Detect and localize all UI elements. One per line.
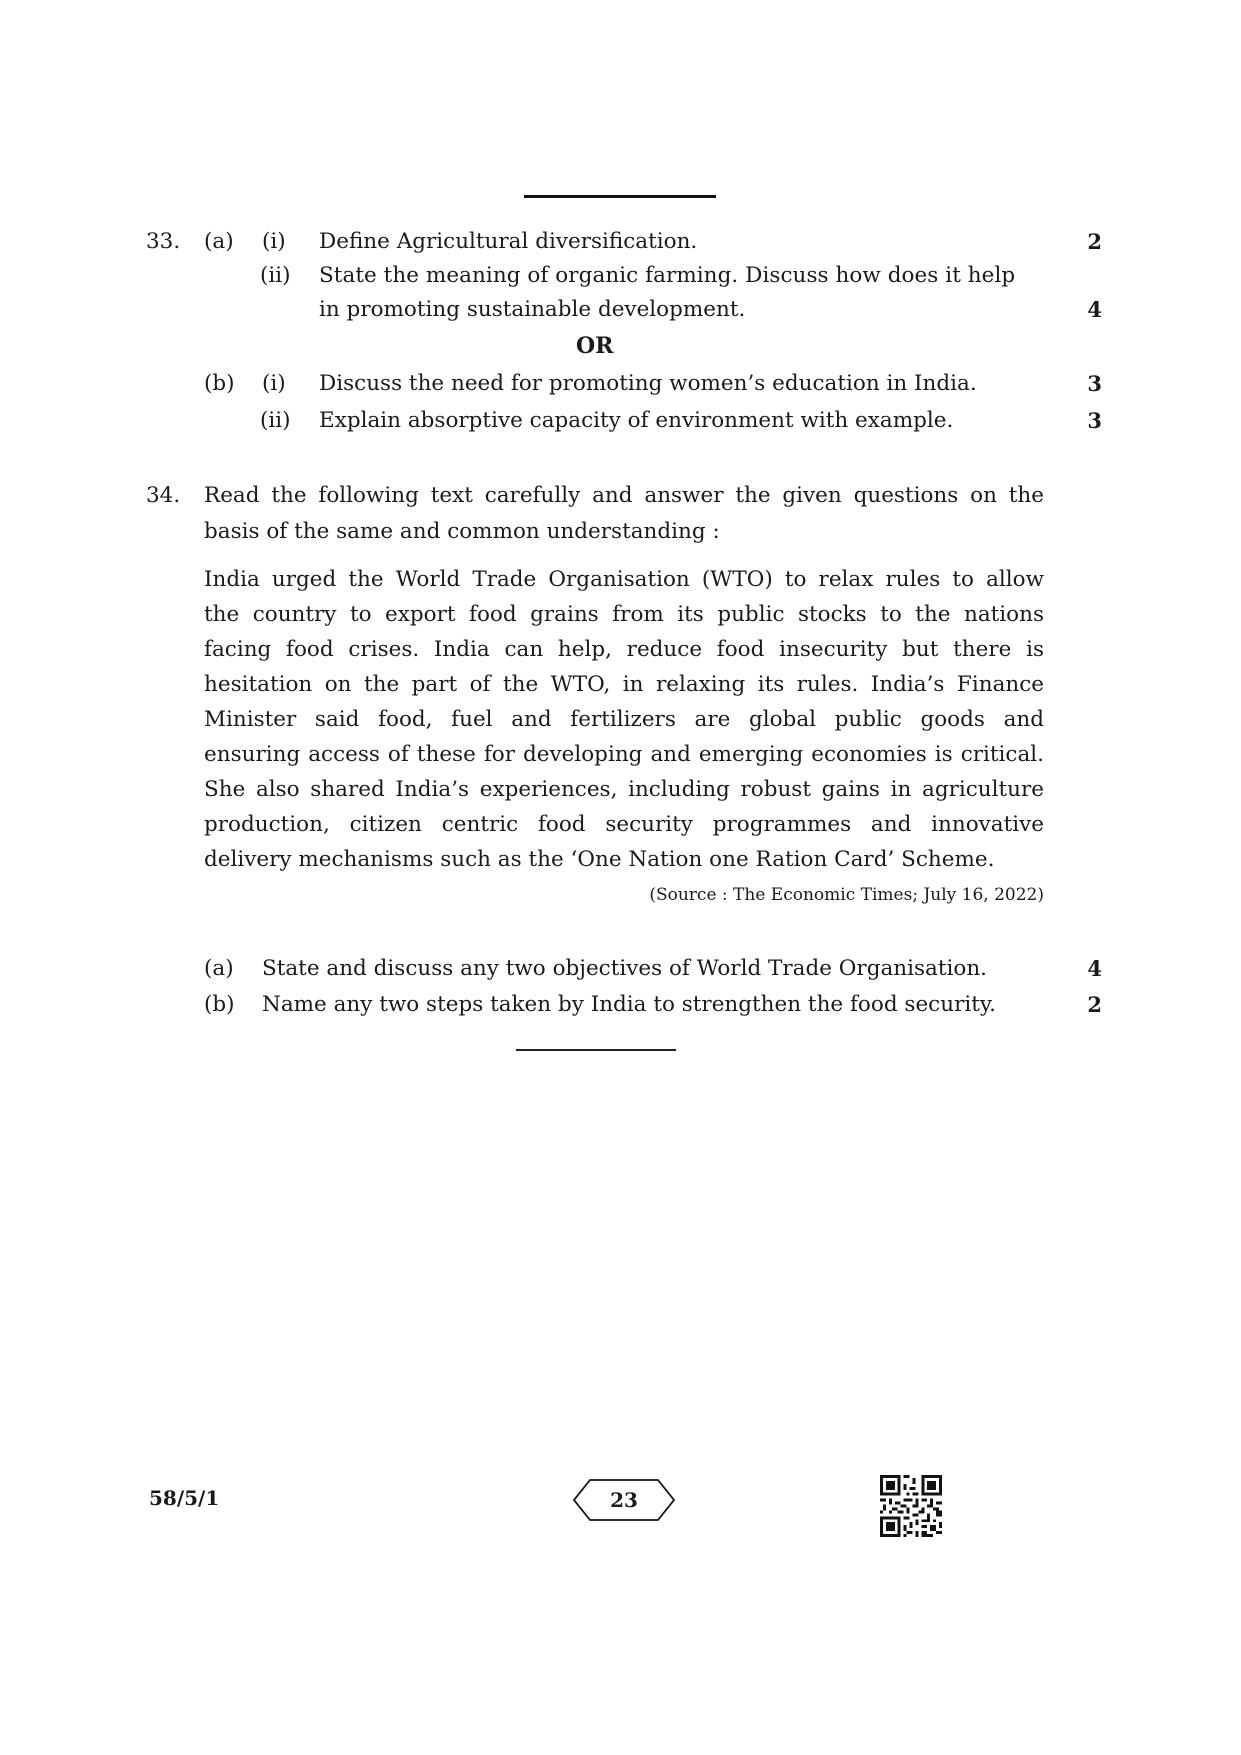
subpart-label: (ii) [260,408,291,433]
end-rule [516,1049,676,1051]
question-text: State and discuss any two objectives of World Trade Organisation. [262,956,987,981]
passage-line: facing food crises. India can help, reduce food insecurity but there is [204,637,1044,662]
marks: 3 [1087,408,1102,433]
source-citation: (Source : The Economic Times; July 16, 2022) [649,885,1044,905]
passage-line: delivery mechanisms such as the ‘One Nation one Ration Card’ Scheme. [204,847,995,872]
or-divider: OR [576,333,614,359]
marks: 4 [1087,297,1102,322]
part-label: (a) [204,229,234,254]
subpart-label: (ii) [260,263,291,288]
question-number: 34. [146,483,181,508]
question-text: Discuss the need for promoting women’s education in India. [319,371,977,396]
marks: 2 [1087,992,1102,1017]
paper-code: 58/5/1 [149,1486,220,1510]
passage-line: the country to export food grains from its public stocks to the nations [204,602,1044,627]
passage-line: Minister said food, fuel and fertilizers are global public goods and [204,707,1044,732]
subpart-label: (i) [262,229,286,254]
subpart-label: (i) [262,371,286,396]
question-number: 33. [146,229,181,254]
question-text: Name any two steps taken by India to strengthen the food security. [262,992,996,1017]
part-label: (b) [204,371,235,396]
passage-line: India urged the World Trade Organisation (WTO) to relax rules to allow [204,567,1044,592]
marks: 2 [1087,229,1102,254]
page-number: 23 [610,1488,638,1512]
question-text: Explain absorptive capacity of environment with example. [319,408,954,433]
page-number-badge [572,1478,676,1522]
part-label: (a) [204,956,234,981]
part-label: (b) [204,992,235,1017]
passage-line: ensuring access of these for developing and emerging economies is critical. [204,742,1044,767]
question-intro-line: Read the following text carefully and answer the given questions on the [204,483,1044,508]
question-intro-line: basis of the same and common understanding : [204,519,720,544]
marks: 3 [1087,371,1102,396]
question-text: Define Agricultural diversification. [319,229,698,254]
passage-line: production, citizen centric food security programmes and innovative [204,812,1044,837]
question-text: in promoting sustainable development. [319,297,746,322]
marks: 4 [1087,956,1102,981]
passage-line: hesitation on the part of the WTO, in relaxing its rules. India’s Finance [204,672,1044,697]
qr-code-icon [880,1475,942,1537]
question-text: State the meaning of organic farming. Discuss how does it help [319,263,1016,288]
passage-line: She also shared India’s experiences, including robust gains in agriculture [204,777,1044,802]
top-rule [524,195,716,198]
